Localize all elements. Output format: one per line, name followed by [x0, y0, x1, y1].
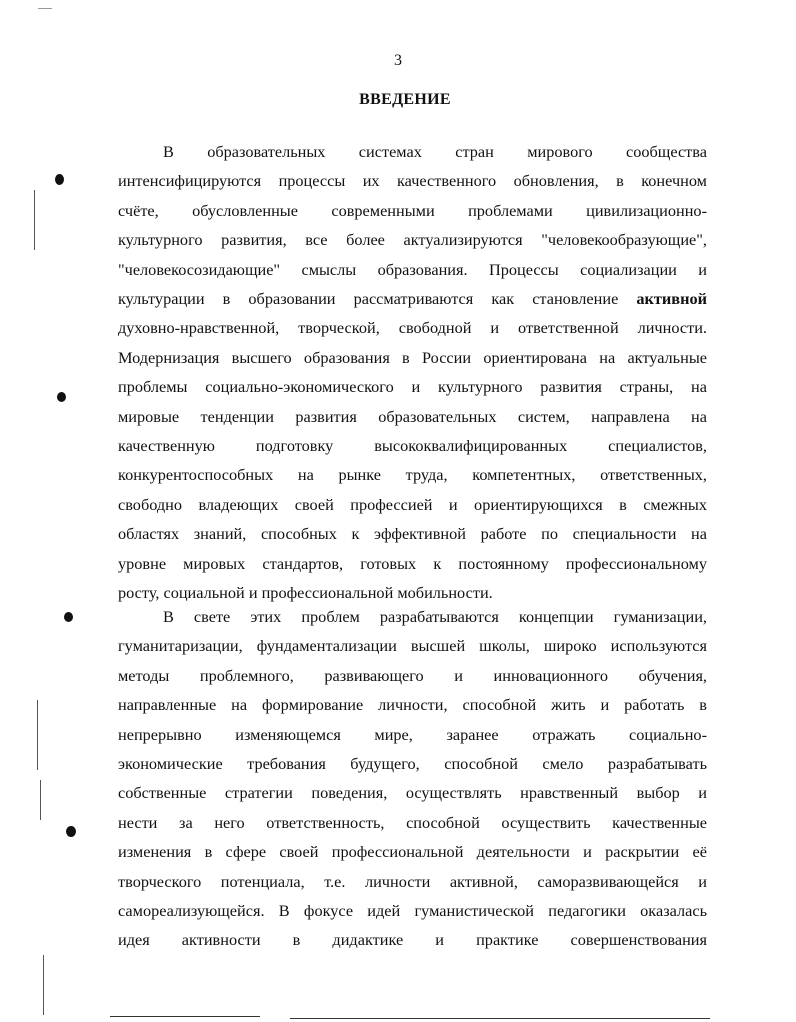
text-line: направленные на формирование личности, способной жить и работать в — [118, 695, 707, 715]
text-line: экономические требования будущего, способной смело разрабатывать — [118, 754, 707, 774]
text-line: изменения в сфере своей профессиональной деятельности и раскрытии её — [118, 842, 707, 862]
text-line: нести за него ответственность, способной осуществить качественные — [118, 812, 707, 832]
text-line: духовно-нравственной, творческой, свободной и ответственной личности. — [118, 318, 707, 338]
bottom-edge-line — [290, 1018, 710, 1019]
binder-hole-mark — [57, 392, 66, 402]
scan-artifact — [38, 8, 52, 9]
margin-line — [34, 190, 35, 250]
text-line: качественную подготовку высококвалифицированных специалистов, — [118, 436, 707, 456]
bold-word: активной — [636, 289, 707, 309]
text-line: непрерывно изменяющемся мире, заранее отражать социально- — [118, 724, 707, 744]
text-line: проблемы социально-экономического и культурного развития страны, на — [118, 377, 707, 397]
text-line: гуманитаризации, фундаментализации высшей школы, широко используются — [118, 636, 707, 656]
text-line: культурного развития, все более актуализируются "человекообразующие", — [118, 230, 707, 250]
text-line: уровне мировых стандартов, готовых к постоянному профессиональному — [118, 553, 707, 573]
bottom-edge-line — [110, 1016, 260, 1017]
text-line: росту, социальной и профессиональной мобильности. — [118, 583, 493, 603]
text-line: творческого потенциала, т.е. личности активной, саморазвивающейся и — [118, 871, 707, 891]
text-line: счёте, обусловленные современными проблемами цивилизационно- — [118, 200, 707, 220]
text-line: В свете этих проблем разрабатываются концепции гуманизации, — [163, 607, 707, 626]
text-line: свободно владеющих своей профессией и ориентирующихся в смежных — [118, 494, 707, 514]
text-line: интенсифицируются процессы их качественного обновления, в конечном — [118, 171, 707, 191]
binder-hole-mark — [64, 612, 73, 622]
binder-hole-mark — [66, 826, 76, 837]
text-line: конкурентоспособных на рынке труда, компетентных, ответственных, — [118, 465, 707, 485]
text-line: мировые тенденции развития образовательных систем, направлена на — [118, 406, 707, 426]
paragraph-1 — [118, 137, 707, 608]
text-line: В образовательных системах стран мирового сообщества — [163, 142, 707, 161]
text-line-part: культурации в образовании рассматриваются как становление — [118, 289, 619, 309]
paragraph-2 — [118, 602, 707, 955]
text-line: идея активности в дидактике и практике совершенствования — [118, 930, 707, 950]
margin-line — [43, 955, 44, 1015]
text-line: собственные стратегии поведения, осуществлять нравственный выбор и — [118, 783, 707, 803]
text-line: Модернизация высшего образования в России ориентирована на актуальные — [118, 347, 707, 367]
page-title: ВВЕДЕНИЕ — [359, 91, 451, 108]
text-line: методы проблемного, развивающего и инновационного обучения, — [118, 665, 707, 685]
text-line — [118, 284, 707, 313]
page-number: 3 — [394, 52, 402, 69]
margin-line — [40, 780, 41, 820]
margin-line — [37, 700, 38, 770]
text-line: "человекосозидающие" смыслы образования. Процессы социализации и — [118, 259, 707, 279]
text-line: самореализующейся. В фокусе идей гуманистической педагогики оказалась — [118, 901, 707, 921]
text-line: областях знаний, способных к эффективной работе по специальности на — [118, 524, 707, 544]
binder-hole-mark — [55, 174, 64, 185]
